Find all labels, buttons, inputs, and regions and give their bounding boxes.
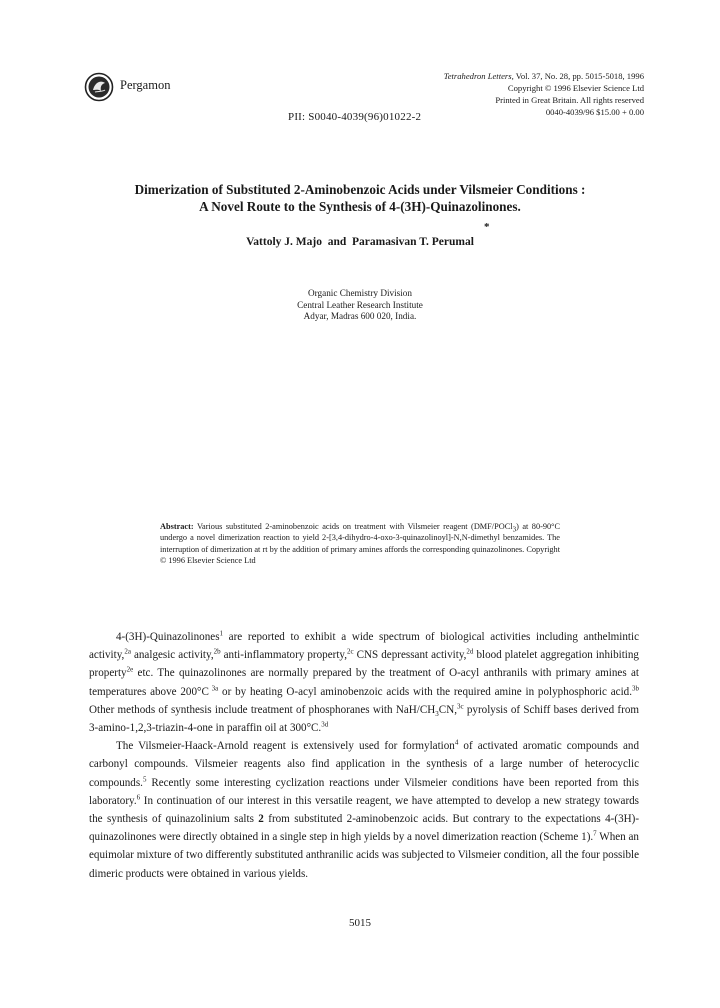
corresponding-author-mark: *	[484, 221, 490, 233]
compound-number: 2	[258, 813, 264, 826]
abstract-label: Abstract:	[160, 522, 194, 531]
ref-sup: 3b	[632, 683, 639, 692]
ref-sup: 3d	[321, 720, 329, 729]
abstract	[160, 521, 560, 567]
ref-sup: 5	[142, 774, 147, 783]
abstract-text-1: Various substituted 2-aminobenzoic acids on treatment with Vilsmeier reagent (DMF/POCl	[193, 522, 513, 531]
p1-text: etc. The quinazolinones are normally prepared by the treatment of O-acyl anthranils with primary amines at temperatures above 200°C	[89, 667, 639, 698]
journal-name: Tetrahedron Letters,	[443, 71, 514, 81]
ref-sup: 6	[136, 793, 141, 802]
affiliation-line-2: Central Leather Research Institute	[297, 299, 423, 310]
ref-sup: 2e	[126, 665, 134, 674]
p1-text: or by heating O-acyl aminobenzoic acids with the required amine in polyphosphoric acid.	[218, 685, 632, 698]
journal-volume: Vol. 37, No. 28, pp. 5015-5018, 1996	[513, 71, 644, 81]
page-number: 5015	[349, 917, 371, 929]
p1-text: pyrolysis of Schiff bases derived from 3-amino-1,2,3-triazin-4-one in paraffin oil at 300°C.	[89, 703, 639, 735]
p2-text: from substituted 2-aminobenzoic acids. But contrary to the expectations 4-(3H)- quinazolinones were directly obtained in a single step in high yields by a novel dimerization reaction (Scheme 1).	[89, 813, 640, 844]
p1-text: analgesic activity,	[130, 649, 214, 662]
title-line-1: Dimerization of Substituted 2-Aminobenzoic Acids under Vilsmeier Conditions :	[134, 182, 586, 197]
p2-text: of activated aromatic compounds and carbonyl compounds. Vilsmeier reagents also find application in the synthesis of a large number of heterocyclic compounds.	[89, 740, 639, 789]
p1-text: CNS depressant activity,	[353, 649, 467, 662]
paragraph-1	[89, 628, 639, 737]
ref-sup: 2c	[347, 647, 354, 656]
price-line: 0040-4039/96 $15.00 + 0.00	[545, 107, 644, 117]
ref-sup: 7	[593, 829, 597, 838]
formula-sub: 3	[435, 710, 439, 719]
affiliation-line-1: Organic Chemistry Division	[308, 288, 412, 298]
ref-sup: 2d	[466, 647, 474, 656]
paragraph-2	[89, 737, 639, 883]
ref-sup: 1	[219, 629, 224, 638]
ref-sup: 2a	[124, 647, 131, 656]
p1-text: CN,	[438, 703, 457, 716]
p2-text: In continuation of our interest in this versatile reagent, we have attempted to develop a new strategy towards the synthesis of quinazolinium salts	[89, 794, 639, 826]
p1-text: 4-(3H)-Quinazolinones	[116, 631, 220, 643]
affiliation-line-3: Adyar, Madras 600 020, India.	[303, 311, 417, 321]
ref-sup: 2b	[213, 647, 221, 656]
title-line-2: A Novel Route to the Synthesis of 4-(3H)-Quinazolinones.	[199, 199, 521, 214]
ref-sup: 3c	[456, 702, 464, 711]
journal-info	[444, 70, 644, 118]
p2-text: Recently some interesting cyclization reactions under Vilsmeier conditions have been reported from this laboratory.	[89, 776, 639, 807]
abstract-subscript: 3	[512, 525, 517, 534]
ref-sup: 3a	[208, 683, 219, 692]
authors: Vattoly J. Majo and Paramasivan T. Perumal	[246, 236, 474, 248]
p1-text: blood platelet aggregation inhibiting property	[89, 649, 639, 680]
abstract-text-2: ) at 80-90°C undergo a novel dimerization reaction to yield 2-[3,4-dihydro-4-oxo-3-quinazolinoyl]-N,N-dimethyl benzamides. The interruption of dimerization at rt by the addition of primary amines affords the corresponding quinazolinones. Copyright © 1996 Elsevier Science Ltd	[160, 522, 561, 566]
affiliation	[60, 288, 660, 323]
journal-citation	[444, 70, 644, 82]
copyright-line: Copyright © 1996 Elsevier Science Ltd	[507, 83, 644, 93]
p2-text: When an equimolar mixture of two differently substituted anthranilic acids was subjected to Vilsmeier condition, all the four possible dimeric products were obtained in various yields.	[89, 831, 639, 880]
publisher-name: Pergamon	[120, 78, 171, 92]
p1-text: are reported to exhibit a wide spectrum of biological activities including anthelmintic activity,	[89, 631, 639, 662]
ref-sup: 4	[454, 738, 459, 747]
printed-line: Printed in Great Britain. All rights reserved	[495, 95, 644, 105]
article-title	[60, 181, 660, 215]
pii-code: PII: S0040-4039(96)01022-2	[288, 111, 422, 123]
p2-text: The Vilsmeier-Haack-Arnold reagent is extensively used for formylation	[116, 740, 455, 753]
p1-text: anti-inflammatory property,	[220, 649, 347, 662]
body-text	[89, 628, 639, 883]
pergamon-logo-icon	[84, 72, 114, 102]
p1-text: Other methods of synthesis include treatment of phosphoranes with NaH/CH	[89, 703, 436, 716]
